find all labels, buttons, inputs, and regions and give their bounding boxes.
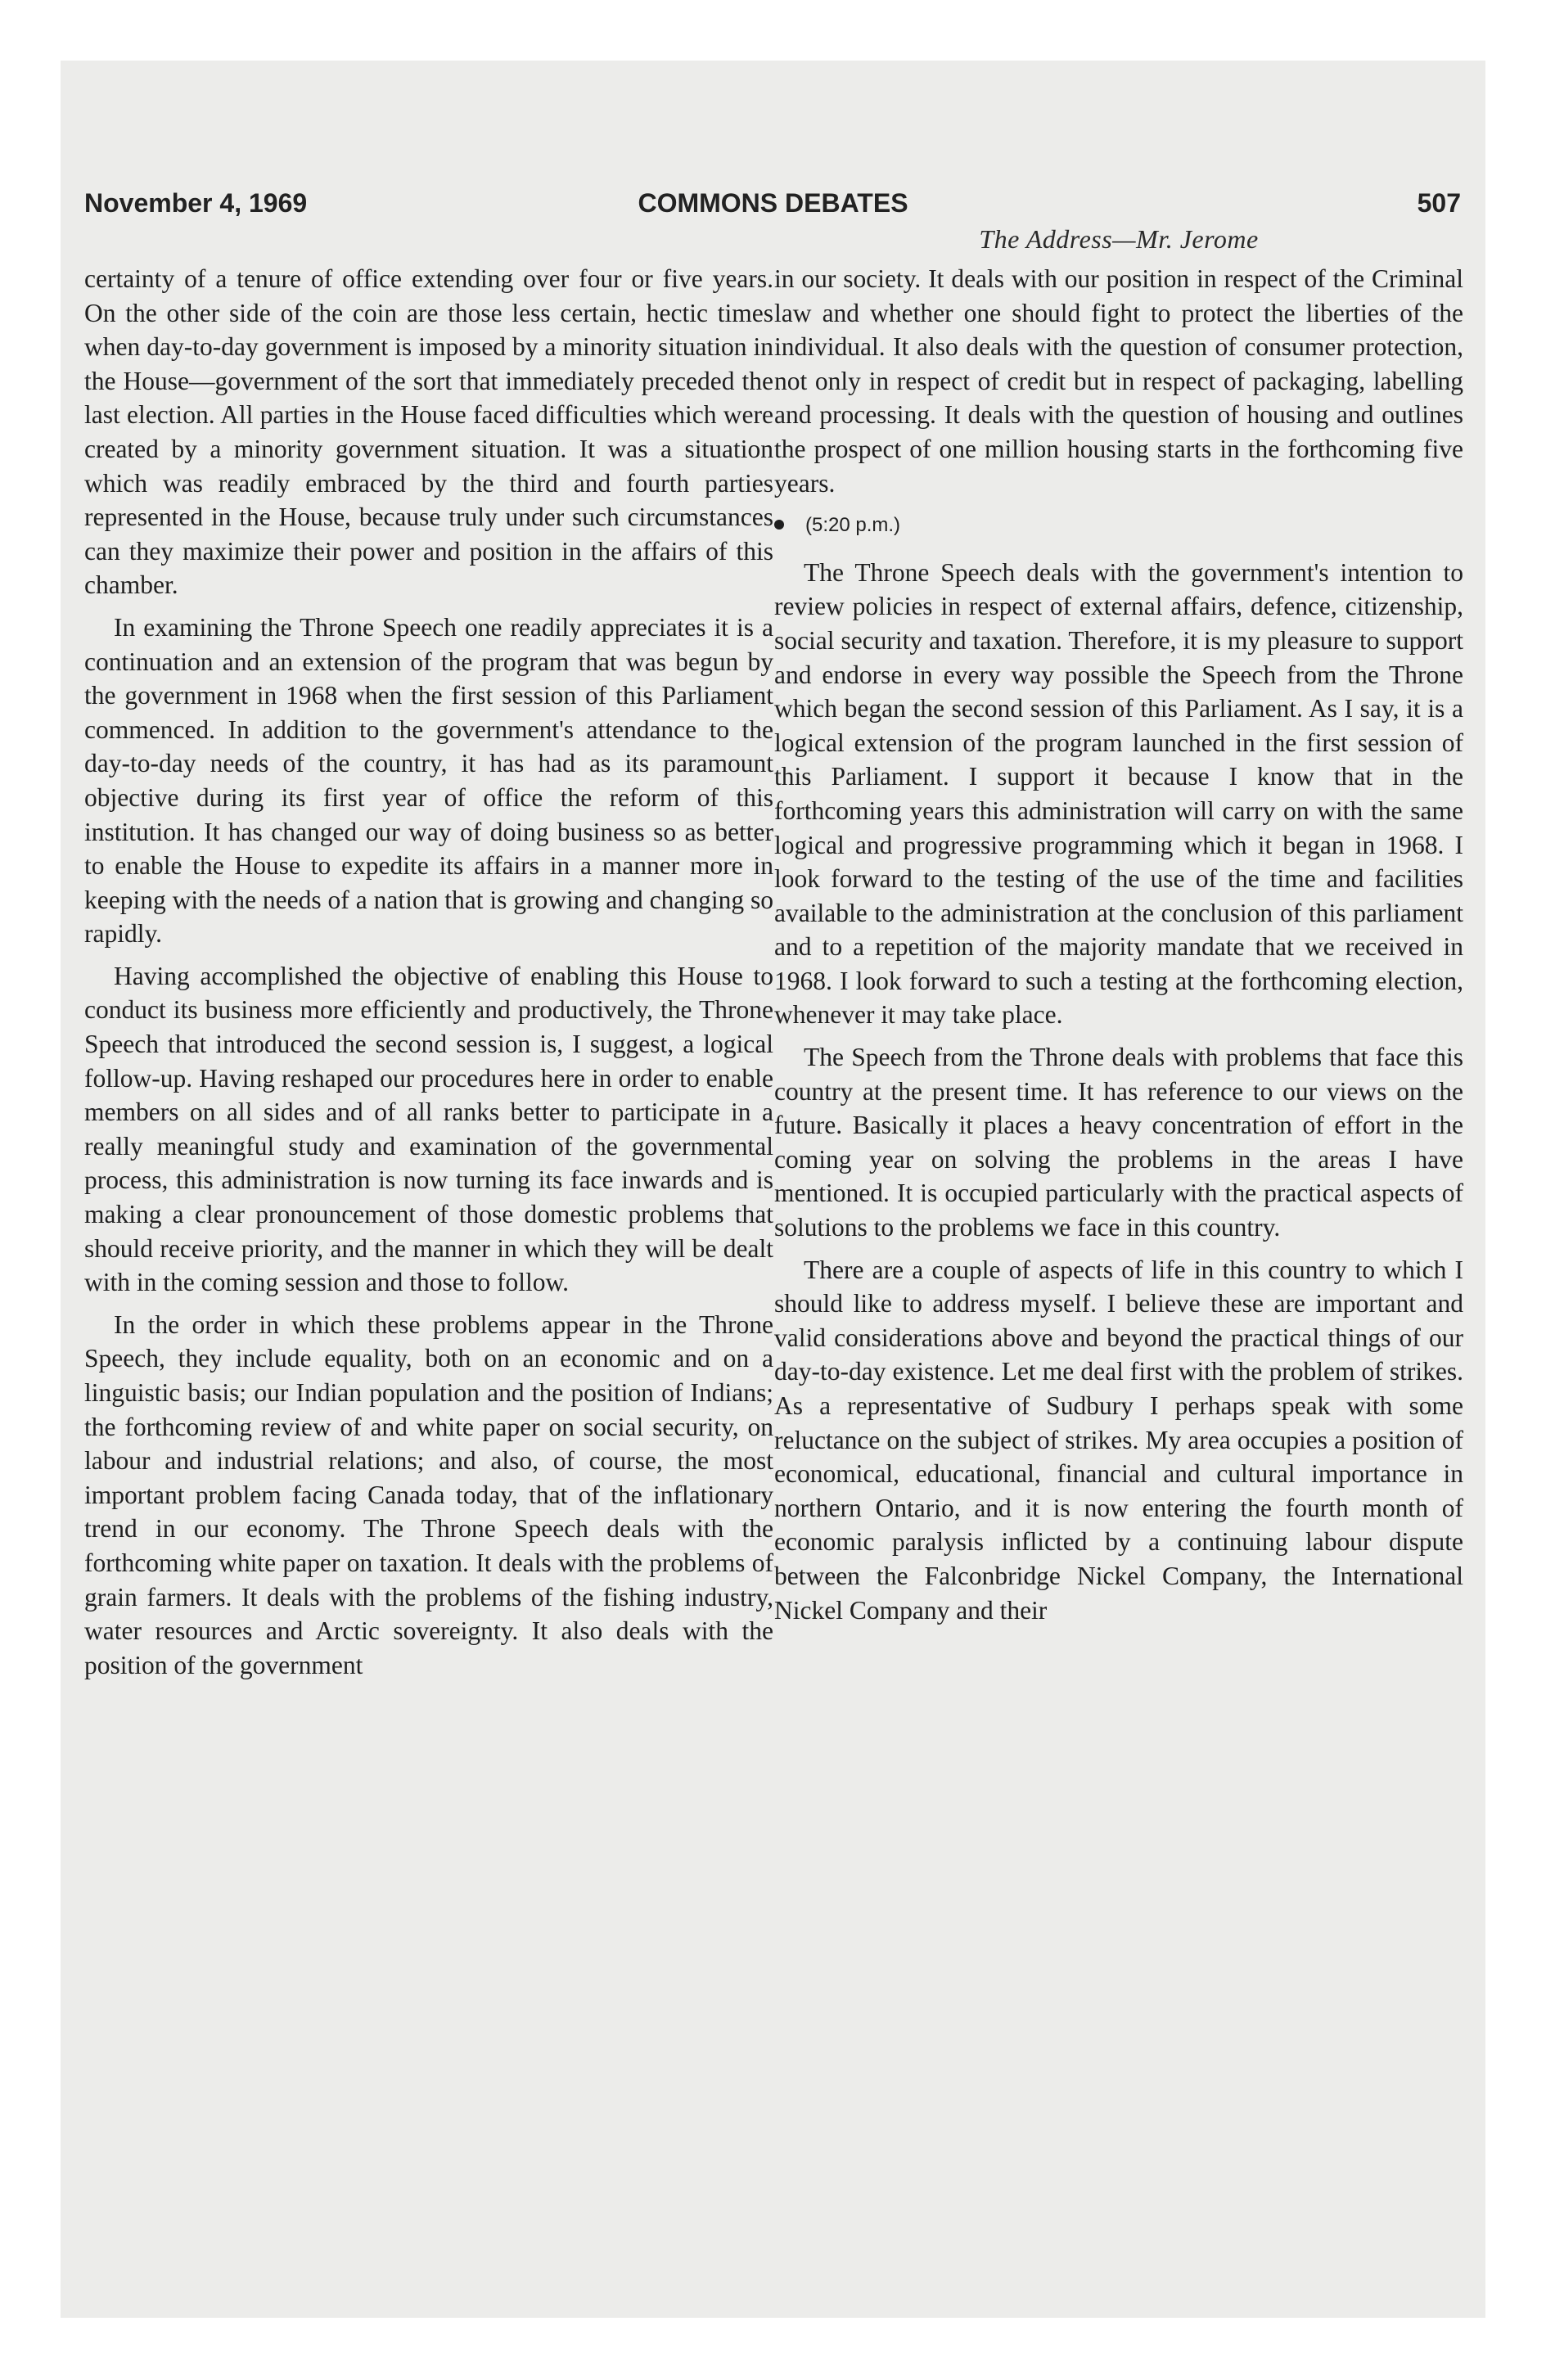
paragraph: In the order in which these problems appear in the Throne Speech, they include equality, both on an economic and on a linguistic basis; our Indian population and the position of Indians; the forthcoming review of and white paper on social security, on labour and industrial relations; and also, of course, the most important problem facing Canada today, that of the inflationary trend in our economy. The Throne Speech deals with the forthcoming white paper on taxation. It deals with the problems of grain farmers. It deals with the problems of the fishing industry, water resources and Arctic sovereignty. It also deals with the position of the government bbox=[84, 1309, 773, 1679]
paragraph: In examining the Throne Speech one readily appreciates it is a continuation and an extension of the program that was begun by the government in 1968 when the first session of this Parliament commenced. In addition to the government's attendance to the day-to-day needs of the country, it has had as its paramount objective during its first year of office the reform of this institution. It has changed our way of doing business so as better to enable the House to expedite its affairs in a manner more in keeping with the needs of a nation that is growing and changing so rapidly. bbox=[84, 612, 773, 949]
paragraph: There are a couple of aspects of life in this country to which I should like to address myself. I believe these are important and valid considerations above and beyond the practical things of our day-to-day existence. Let me deal first with the problem of strikes. As a representative of Sudbury I perhaps speak with some reluctance on the subject of strikes. My area occupies a position of economical, educational, financial and cultural importance in northern Ontario, and it is now entering the fourth month of economic paralysis inflicted by a continuing labour dispute between the Falconbridge Nickel Company, the International Nickel Company and their bbox=[774, 1255, 1463, 1625]
running-head: The Address—Mr. Jerome bbox=[979, 224, 1259, 254]
header-title: COMMONS DEBATES bbox=[638, 188, 908, 218]
time-marker-text: (5:20 p.m.) bbox=[805, 514, 901, 537]
paragraph: The Throne Speech deals with the government's intention to review policies in respect of external affairs, defence, citizenship, social security and taxation. Therefore, it is my pleasure to support and endorse in every way possible the Speech from the Throne which began the second session of this Parliament. As I say, it is a logical extension of the program launched in the first session of this Parliament. I support it because I know that in the forthcoming years this administration will carry on with the same logical and progressive programming which it began in 1968. I look forward to the testing of the use of the time and facilities available to the administration at the conclusion of this parliament and to a repetition of the majority mandate that we received in 1968. I look forward to such a testing at the forthcoming election, whenever it may take place. bbox=[774, 557, 1463, 1030]
left-column bbox=[84, 262, 773, 1690]
page-header bbox=[0, 188, 1546, 221]
paragraph: The Speech from the Throne deals with problems that face this country at the present time. It has reference to our views on the future. Basically it places a heavy concentration of effort in the coming year on solving the problems in the areas I have mentioned. It is occupied particularly with the practical aspects of solutions to the problems we face in this country. bbox=[774, 1043, 1463, 1242]
paragraph: certainty of a tenure of office extending over four or five years. On the other side of the coin are those less certain, hectic times when day-to-day government is imposed by a minority situation in the House—government of the sort that immediately preceded the last election. All parties in the House faced difficulties which were created by a minority government situation. It was a situation which was readily embraced by the third and fourth parties represented in the House, because truly under such circumstances can they maximize their power and position in the affairs of this chamber. bbox=[84, 264, 773, 600]
paragraph: in our society. It deals with our position in respect of the Criminal law and whether one should fight to protect the liberties of the individual. It also deals with the question of consumer protection, not only in respect of credit but in respect of packaging, labelling and processing. It deals with the question of housing and outlines the prospect of one million housing starts in the forthcoming five years. bbox=[774, 264, 1463, 498]
paragraph: Having accomplished the objective of enabling this House to conduct its business more efficiently and productively, the Throne Speech that introduced the second session is, I suggest, a logical follow-up. Having reshaped our procedures here in order to enable members on all sides and of all ranks better to participate in a really meaningful study and examination of the governmental process, this administration is now turning its face inwards and is making a clear pronouncement of those domestic problems that should receive priority, and the manner in which they will be dealt with in the coming session and those to follow. bbox=[84, 961, 773, 1297]
page-number: 507 bbox=[1417, 188, 1461, 218]
time-marker bbox=[774, 508, 1463, 543]
right-column bbox=[774, 262, 1463, 1635]
header-date: November 4, 1969 bbox=[84, 188, 308, 218]
bullet-icon bbox=[774, 520, 784, 530]
